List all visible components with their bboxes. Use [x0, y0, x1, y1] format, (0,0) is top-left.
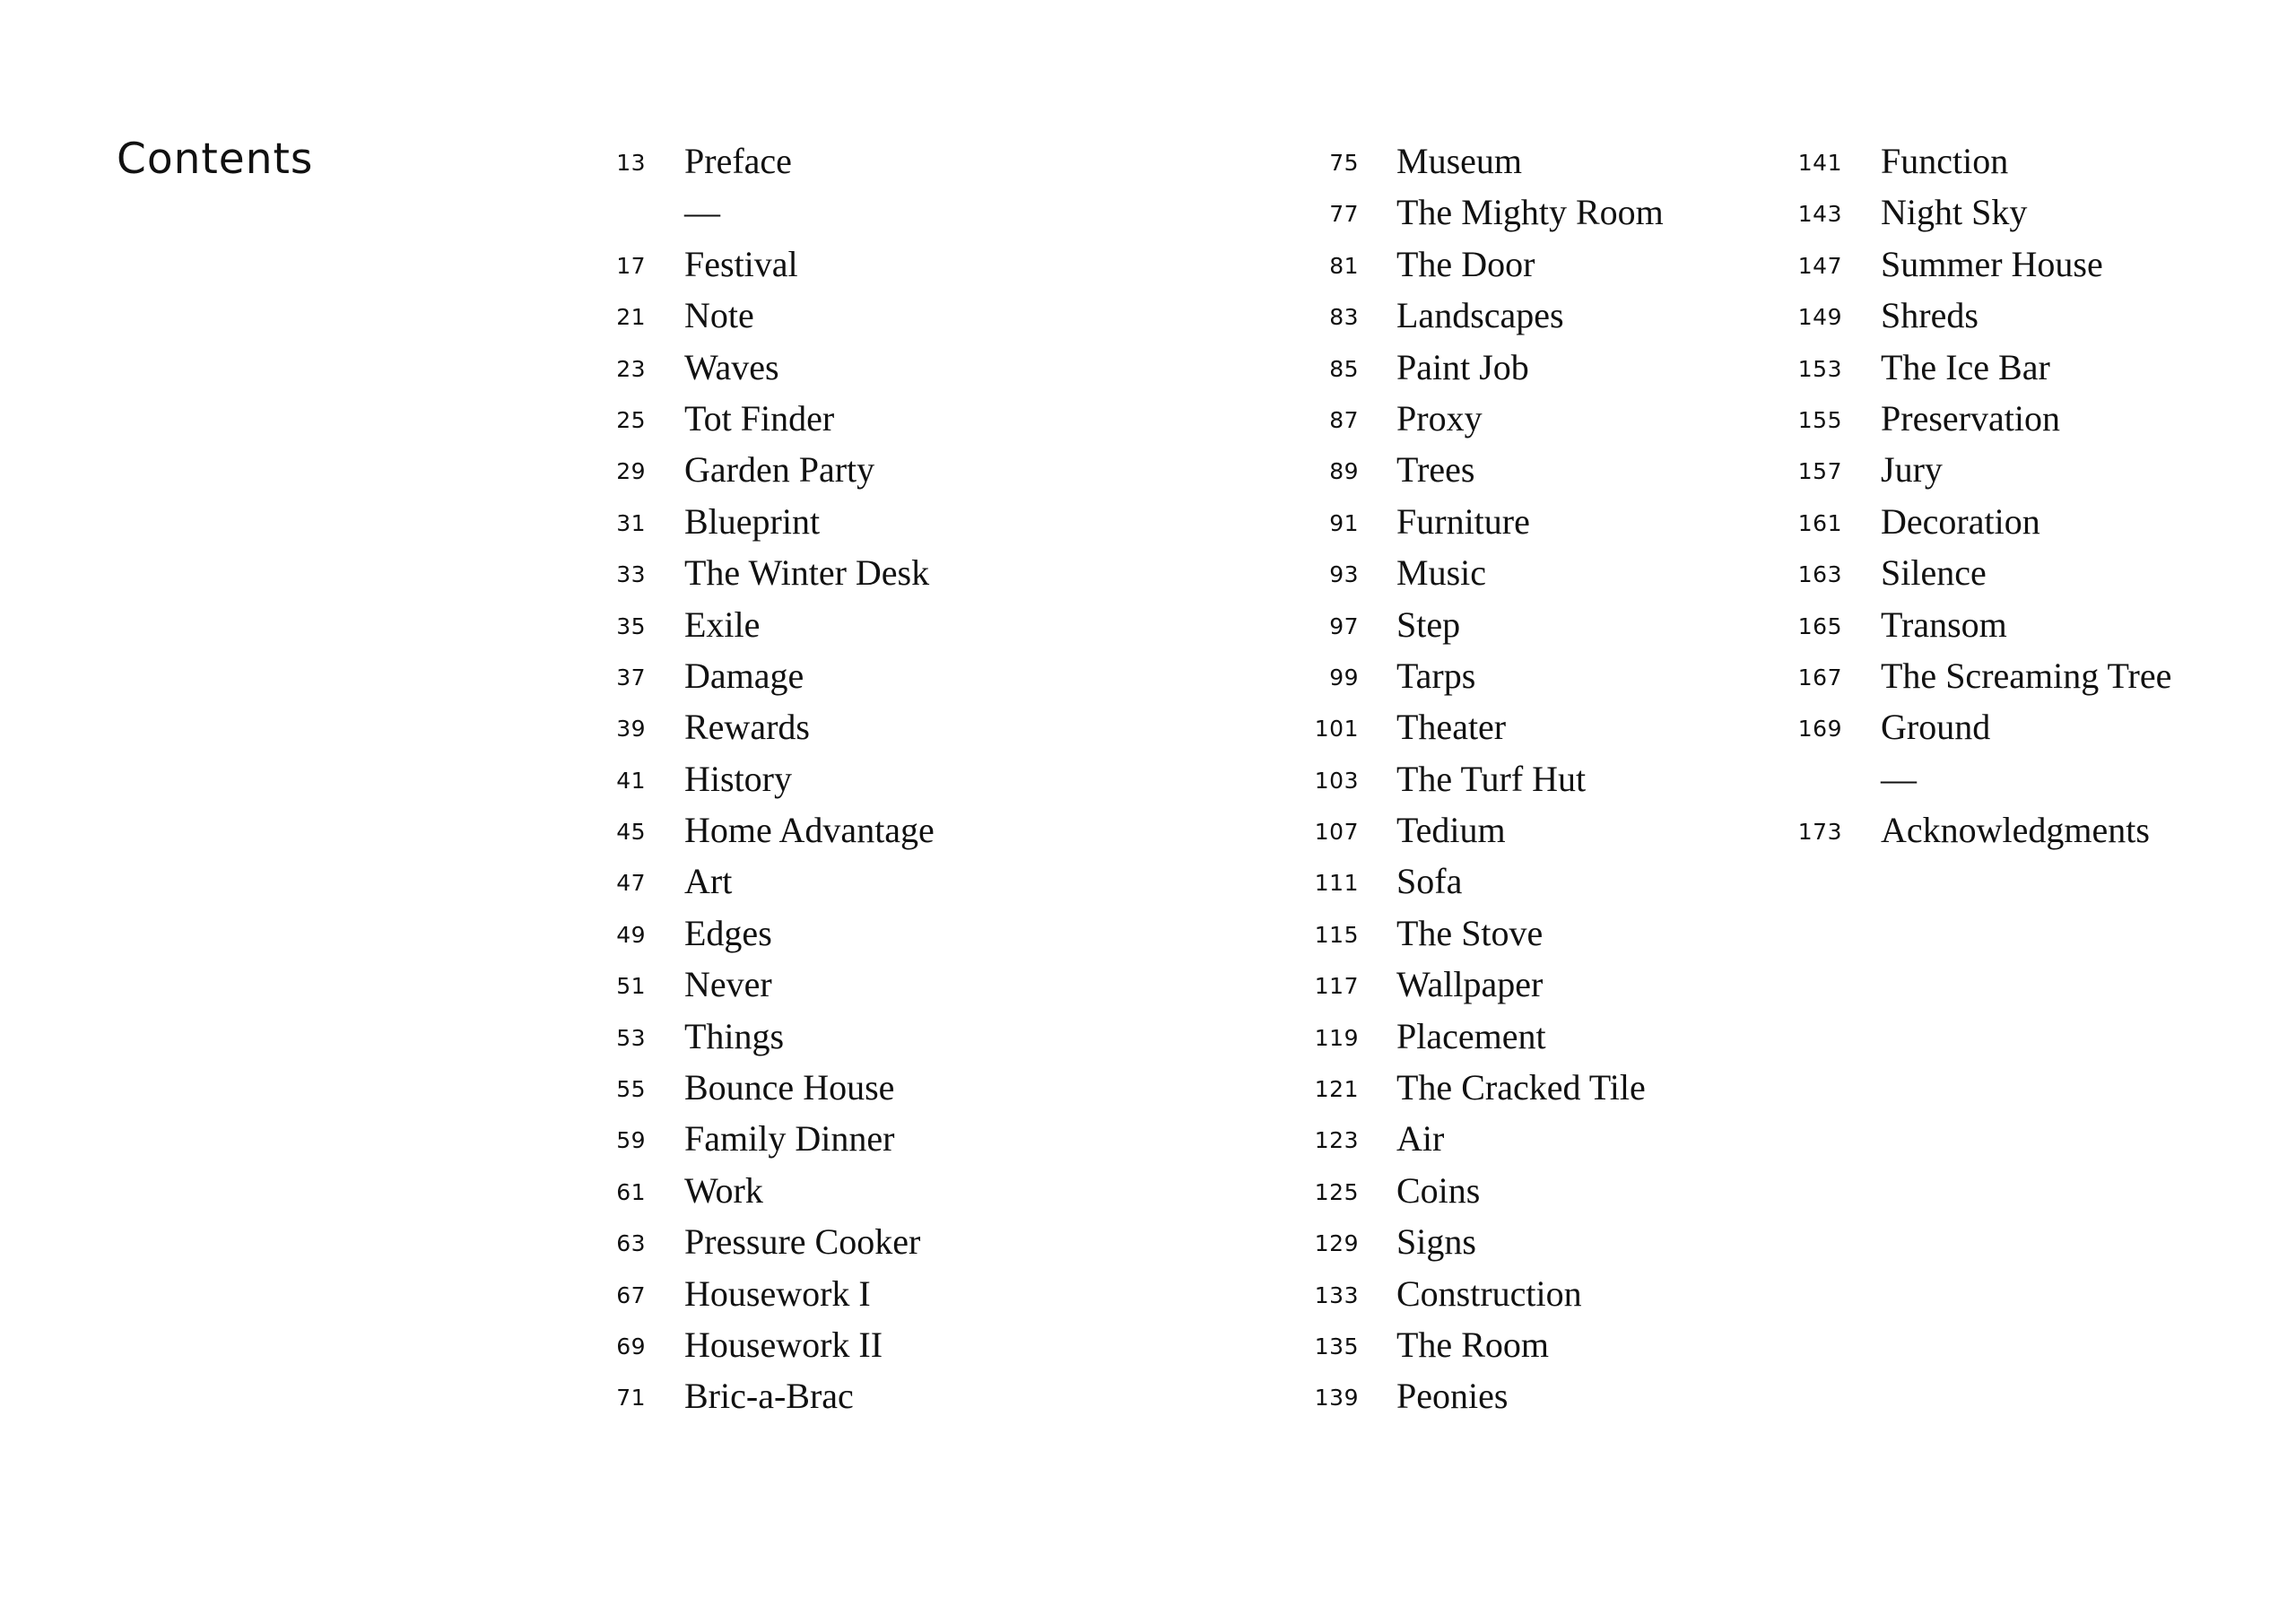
entry-title: The Ice Bar [1881, 346, 2050, 387]
entry-title: Home Advantage [684, 810, 935, 851]
entry-title: Music [1396, 552, 1486, 594]
page-number: 129 [1314, 1230, 1359, 1257]
entry-title: Housework I [684, 1273, 871, 1314]
entry-title: Placement [1396, 1015, 1546, 1056]
page-number: 157 [1797, 458, 1842, 485]
entry-title: The Door [1396, 243, 1535, 284]
entry-title: Work [684, 1169, 763, 1211]
entry-title: Tedium [1396, 810, 1506, 851]
page-number: 143 [1797, 201, 1842, 228]
entry-title: Step [1396, 604, 1461, 645]
page-number: 149 [1797, 304, 1842, 331]
entry-title: Bric-a-Brac [684, 1376, 854, 1417]
entry-title: Silence [1881, 552, 1987, 594]
page-number: 31 [616, 509, 646, 536]
page-number: 33 [616, 561, 646, 588]
page-number: 69 [616, 1333, 646, 1359]
page-number: 123 [1314, 1127, 1359, 1154]
entry-title: Damage [684, 655, 804, 696]
page-number: 103 [1314, 767, 1359, 794]
entry-title: Trees [1396, 449, 1475, 491]
entry-title: Transom [1881, 604, 2007, 645]
page-number: 17 [616, 252, 646, 279]
page-number: 133 [1314, 1281, 1359, 1308]
page-number: 23 [616, 355, 646, 382]
entry-title: Never [684, 964, 772, 1005]
entry-title: Paint Job [1396, 346, 1529, 387]
entry-title: Sofa [1396, 861, 1463, 902]
page-number: 49 [616, 921, 646, 948]
page-number: 81 [1329, 252, 1359, 279]
entry-title: Furniture [1396, 500, 1530, 542]
page-number: 45 [616, 819, 646, 846]
entry-title: Night Sky [1881, 192, 2028, 233]
page-number: 147 [1797, 252, 1842, 279]
page-number: 163 [1797, 561, 1842, 588]
entry-title: Garden Party [684, 449, 875, 491]
entry-title: Function [1881, 141, 2009, 181]
page-number: 141 [1797, 150, 1842, 176]
entry-title: Things [684, 1015, 785, 1056]
page-number: 41 [616, 767, 646, 794]
page-number: 29 [616, 458, 646, 485]
entry-title: The Winter Desk [684, 552, 930, 594]
entry-title: Preservation [1881, 397, 2060, 439]
page-number: 83 [1329, 304, 1359, 331]
page-number: 53 [616, 1024, 646, 1051]
entry-title: Signs [1396, 1221, 1476, 1263]
entry-title: Construction [1396, 1273, 1582, 1314]
entry-title: Summer House [1881, 243, 2103, 284]
page-number: 99 [1329, 664, 1359, 691]
entry-title: Decoration [1881, 500, 2040, 542]
page-number: 165 [1797, 612, 1842, 639]
entry-title: Ground [1881, 707, 1991, 748]
page-number: 117 [1314, 973, 1359, 1000]
page-title: Contents [117, 135, 314, 184]
entry-title: The Cracked Tile [1396, 1067, 1646, 1108]
page-number: 89 [1329, 458, 1359, 485]
page-number: 25 [616, 406, 646, 433]
entry-title: Tot Finder [684, 397, 835, 439]
entry-title: The Room [1396, 1324, 1549, 1365]
entry-title: Air [1396, 1118, 1445, 1160]
entry-title: Theater [1396, 707, 1507, 748]
entry-title: Art [684, 861, 733, 902]
section-dash: — [684, 192, 720, 233]
page-number: 59 [616, 1127, 646, 1154]
page-number: 169 [1797, 716, 1842, 743]
page-number: 119 [1314, 1024, 1359, 1051]
entry-title: Exile [684, 604, 761, 645]
page-number: 71 [616, 1385, 646, 1412]
page-number: 75 [1329, 150, 1359, 176]
page-number: 93 [1329, 561, 1359, 588]
entry-title: Shreds [1881, 295, 1979, 336]
page-number: 61 [616, 1178, 646, 1205]
page-number: 37 [616, 664, 646, 691]
entry-title: Family Dinner [684, 1118, 895, 1160]
page-number: 167 [1797, 664, 1842, 691]
entry-title: Museum [1396, 141, 1522, 181]
section-dash: — [1881, 758, 1917, 799]
page-number: 111 [1314, 870, 1359, 897]
entry-title: Blueprint [684, 500, 821, 542]
page-number: 155 [1797, 406, 1842, 433]
entry-title: The Mighty Room [1396, 192, 1664, 233]
page-number: 55 [616, 1076, 646, 1103]
page-number: 115 [1314, 921, 1359, 948]
page-number: 107 [1314, 819, 1359, 846]
entry-title: The Turf Hut [1396, 758, 1587, 799]
page-number: 47 [616, 870, 646, 897]
entry-title: Wallpaper [1396, 964, 1544, 1005]
page-number: 35 [616, 612, 646, 639]
entry-title: Preface [684, 141, 792, 181]
page-number: 51 [616, 973, 646, 1000]
page-number: 153 [1797, 355, 1842, 382]
entry-title: The Screaming Tree [1881, 655, 2172, 696]
entry-title: The Stove [1396, 912, 1544, 953]
page-number: 125 [1314, 1178, 1359, 1205]
page-number: 97 [1329, 612, 1359, 639]
entry-title: Waves [684, 346, 779, 387]
page-number: 91 [1329, 509, 1359, 536]
page-number: 39 [616, 716, 646, 743]
entry-title: Pressure Cooker [684, 1221, 921, 1263]
page-number: 67 [616, 1281, 646, 1308]
entry-title: Rewards [684, 707, 810, 748]
entry-title: History [684, 758, 792, 799]
entry-title: Landscapes [1396, 295, 1564, 336]
entry-title: Proxy [1396, 397, 1483, 439]
entry-title: Jury [1881, 449, 1943, 491]
entry-title: Coins [1396, 1169, 1481, 1211]
entry-title: Peonies [1396, 1376, 1509, 1417]
entry-title: Housework II [684, 1324, 883, 1365]
page-number: 121 [1314, 1076, 1359, 1103]
entry-title: Acknowledgments [1881, 810, 2150, 851]
entry-title: Festival [684, 243, 798, 284]
page-number: 13 [616, 150, 646, 176]
page-number: 63 [616, 1230, 646, 1257]
page-number: 87 [1329, 406, 1359, 433]
entry-title: Bounce House [684, 1067, 895, 1108]
page-number: 173 [1797, 819, 1842, 846]
page-number: 21 [616, 304, 646, 331]
page-number: 139 [1314, 1385, 1359, 1412]
page-number: 135 [1314, 1333, 1359, 1359]
entry-title: Tarps [1396, 655, 1476, 696]
page-number: 101 [1314, 716, 1359, 743]
page-number: 85 [1329, 355, 1359, 382]
page-number: 161 [1797, 509, 1842, 536]
entry-title: Edges [684, 912, 772, 953]
entry-title: Note [684, 295, 754, 336]
page-number: 77 [1329, 201, 1359, 228]
